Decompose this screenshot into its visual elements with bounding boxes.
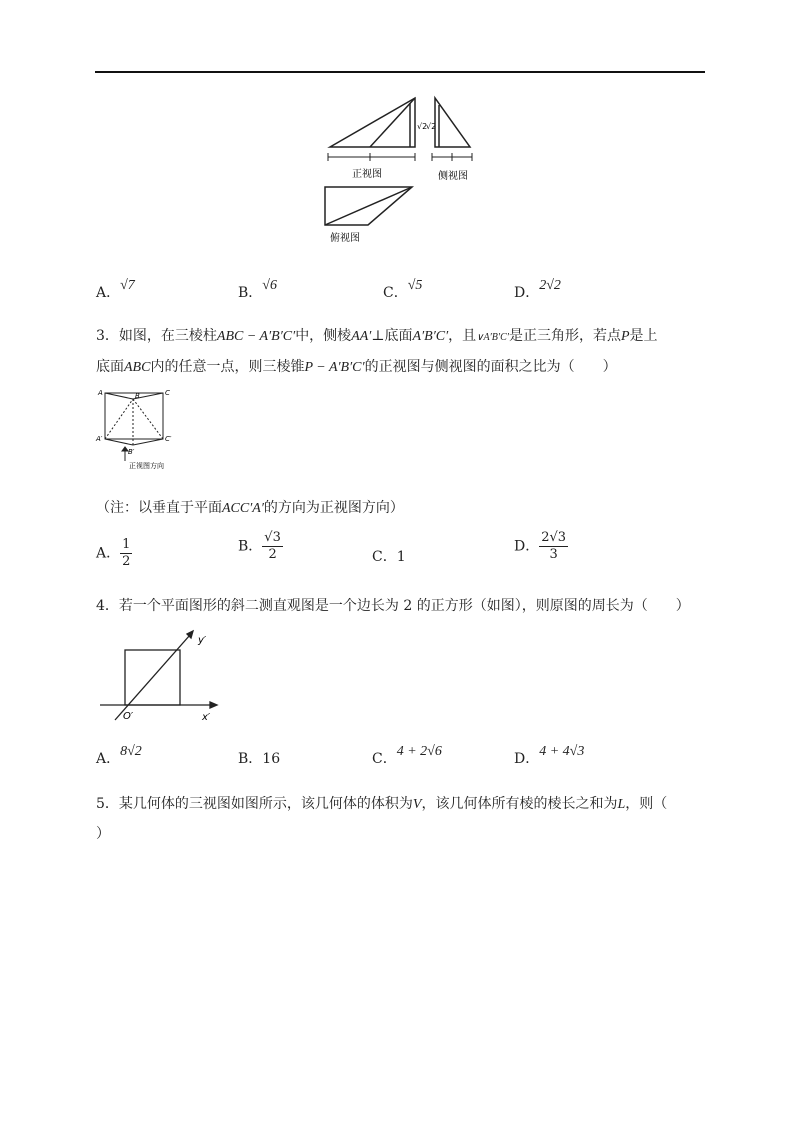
q3-line-1: 3．如图，在三棱柱ABC − A′B′C′中，侧棱AA′⊥底面A′B′C′，且∨A′B′C′是正三角形，若点P是上	[96, 328, 658, 344]
q3-note: （注：以垂直于平面ACC′A′的方向为正视图方向）	[96, 500, 404, 516]
q3-line-2: 底面ABC内的任意一点，则三棱锥P − A′B′C′的正视图与侧视图的面积之比为（ ）	[96, 359, 617, 375]
label-C1: C′	[165, 435, 172, 443]
fraction: $\frac{2√3}{3}$	[541, 530, 567, 562]
fraction: $\frac{√3}{2}$	[264, 530, 281, 562]
top-view	[325, 187, 412, 225]
label-A: A	[98, 389, 103, 397]
axis-x-label: x′	[202, 712, 211, 723]
top-view-caption: 俯视图	[330, 233, 360, 244]
front-view-caption: 正视图	[352, 169, 382, 180]
q4-option-c[interactable]: C．4 + 2√6	[372, 744, 442, 767]
fraction: $\frac{1}{2}$	[122, 537, 131, 569]
label-C: C	[165, 389, 170, 397]
oblique-square-figure	[95, 625, 225, 725]
q3-option-a[interactable]: A． $\frac{1}{2}$	[96, 537, 131, 569]
q5-line-1: 5．某几何体的三视图如图所示，该几何体的体积为V，该几何体所有棱的棱长之和为L，则（	[96, 796, 668, 812]
q4-option-b[interactable]: B．16	[238, 751, 281, 767]
q3-option-b[interactable]: B． $\frac{√3}{2}$	[238, 530, 281, 562]
q2-option-b[interactable]: B．√6	[238, 278, 277, 301]
q2-option-c[interactable]: C．√5	[383, 278, 423, 301]
prism-figure	[95, 385, 185, 473]
three-view-figure	[320, 95, 480, 245]
label-B1: B′	[128, 448, 135, 456]
front-direction-caption: 正视图方向	[129, 462, 164, 470]
front-view	[328, 98, 415, 161]
q4-question: 4．若一个平面图形的斜二测直观图是一个边长为 2 的正方形（如图），则原图的周长为（ ）	[96, 598, 690, 614]
header-rule	[95, 71, 705, 73]
q4-option-d[interactable]: D．4 + 4√3	[514, 744, 585, 767]
q3-option-d[interactable]: D． $\frac{2√3}{3}$	[514, 530, 567, 562]
q5-line-2: ）	[96, 826, 110, 842]
q4-option-a[interactable]: A．8√2	[96, 744, 142, 767]
label-A1: A′	[96, 435, 103, 443]
q2-option-d[interactable]: D．2√2	[514, 278, 561, 301]
dim-label-1: √2	[417, 122, 428, 131]
q2-option-a[interactable]: A．√7	[96, 278, 135, 301]
side-view-caption: 侧视图	[438, 171, 468, 182]
q3-option-c[interactable]: C．1	[372, 549, 406, 565]
origin-label: O′	[123, 711, 134, 722]
side-view	[432, 98, 472, 161]
dim-label-2: √2	[426, 122, 437, 131]
axis-y-label: y′	[198, 635, 207, 646]
label-B: B	[135, 392, 140, 400]
